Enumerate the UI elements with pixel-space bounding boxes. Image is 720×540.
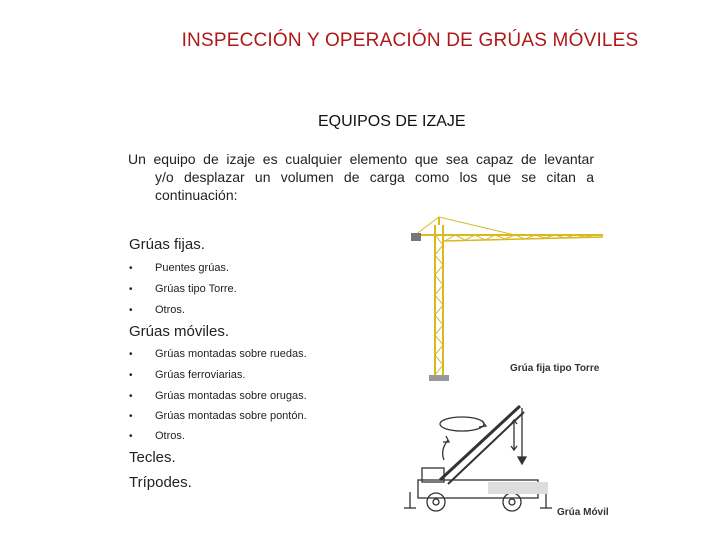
list-item-label: Grúas montadas sobre ruedas. <box>155 348 307 360</box>
bullet: • <box>129 370 133 381</box>
list-item-label: Grúas ferroviarias. <box>155 369 246 381</box>
bullet: • <box>129 305 133 316</box>
bullet: • <box>129 284 133 295</box>
tower-crane-image <box>405 215 610 383</box>
bullet: • <box>129 431 133 442</box>
bullet: • <box>129 391 133 402</box>
list-item <box>129 304 185 316</box>
section-subtitle: EQUIPOS DE IZAJE <box>318 113 466 130</box>
list-item-label: Otros. <box>155 430 185 442</box>
intro-line-rest: y/o desplazar un volumen de carga como los que se citan a continuación: <box>155 169 594 203</box>
intro-line-1: Un equipo de izaje es cualquier elemento que sea capaz de levantar <box>128 151 594 167</box>
list-item <box>129 262 229 274</box>
list-item-label: Grúas tipo Torre. <box>155 283 237 295</box>
list-item <box>129 390 307 402</box>
list-item <box>129 430 185 442</box>
list-item <box>129 369 245 381</box>
intro-paragraph <box>128 150 594 204</box>
list-item-label: Grúas montadas sobre orugas. <box>155 390 307 402</box>
heading-gruas-moviles: Grúas móviles. <box>129 323 230 340</box>
list-item <box>129 410 307 422</box>
heading-gruas-fijas: Grúas fijas. <box>129 236 205 253</box>
list-item <box>129 283 237 295</box>
bullet: • <box>129 411 133 422</box>
heading-tripodes: Trípodes. <box>129 474 192 491</box>
mobile-crane-image <box>400 402 620 520</box>
bullet: • <box>129 263 133 274</box>
tower-crane-caption: Grúa fija tipo Torre <box>510 363 600 374</box>
mobile-crane-caption: Grúa Móvil <box>557 507 609 518</box>
list-item-label: Otros. <box>155 304 185 316</box>
page-title: INSPECCIÓN Y OPERACIÓN DE GRÚAS MÓVILES <box>181 30 639 51</box>
heading-tecles: Tecles. <box>129 449 176 466</box>
list-item-label: Puentes grúas. <box>155 262 229 274</box>
list-item <box>129 348 307 360</box>
bullet: • <box>129 349 133 360</box>
list-item-label: Grúas montadas sobre pontón. <box>155 410 307 422</box>
